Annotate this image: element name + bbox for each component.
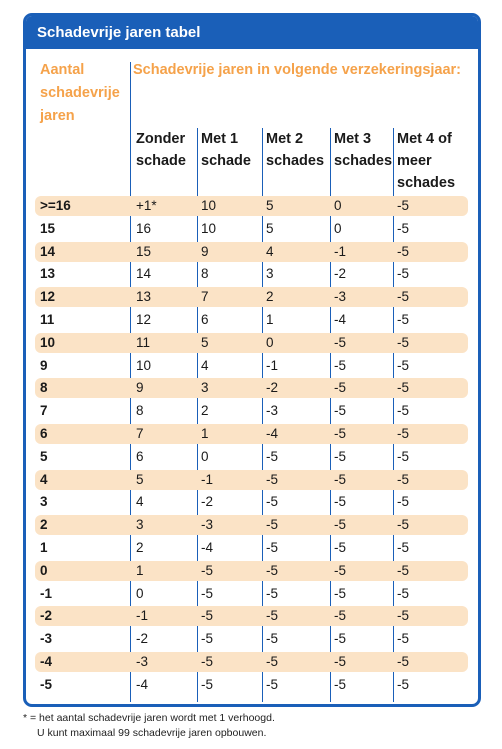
- table-cell: 0: [136, 585, 144, 601]
- table-cell: 7: [136, 426, 144, 441]
- table-cell: 9: [136, 380, 144, 396]
- table-row: [35, 584, 468, 604]
- table-cell: -5: [334, 357, 347, 373]
- row-label-cell: 2: [40, 517, 48, 533]
- table-cell: -5: [334, 540, 347, 555]
- table-cell: -5: [397, 585, 410, 601]
- table-cell: 1: [201, 426, 209, 441]
- table-cell: 0: [334, 220, 342, 236]
- row-label-cell: 10: [40, 334, 56, 350]
- table-cell: -5: [397, 357, 410, 373]
- table-cell: -5: [334, 562, 347, 578]
- table-cell: -3: [334, 289, 347, 305]
- table-cell: -1: [266, 357, 279, 373]
- table-cell: 5: [201, 334, 209, 350]
- column-header-2: Met 1 schade: [201, 131, 251, 169]
- table-cell: -5: [397, 380, 410, 396]
- row-label-cell: 5: [40, 448, 48, 464]
- table-cell: -4: [136, 676, 149, 692]
- table-row: [35, 242, 468, 262]
- table-row: [35, 652, 468, 672]
- table-row: [35, 196, 468, 216]
- table-cell: 7: [201, 289, 209, 305]
- table-cell: +1*: [136, 198, 157, 213]
- table-row: [35, 675, 468, 695]
- table-row: [35, 264, 468, 284]
- table-cell: -5: [334, 380, 347, 396]
- table-cell: -5: [397, 608, 410, 624]
- table-cell: 5: [266, 198, 274, 213]
- table-cell: 4: [266, 243, 274, 259]
- table-cell: 1: [136, 562, 144, 578]
- footnote-line-1: * = het aantal schadevrije jaren wordt met 1 verhoogd.: [23, 712, 275, 724]
- table-cell: 3: [266, 266, 274, 282]
- table-cell: 0: [266, 334, 274, 350]
- footnote: [23, 711, 275, 741]
- table-cell: -5: [397, 334, 410, 350]
- table-cell: 6: [136, 448, 144, 464]
- table-cell: -4: [201, 540, 214, 555]
- table-cell: 16: [136, 220, 152, 236]
- column-header-1: Zonder schade: [136, 131, 186, 169]
- table-cell: 9: [201, 243, 209, 259]
- table-cell: 4: [201, 357, 209, 373]
- row-label-cell: 12: [40, 289, 56, 305]
- table-cell: 13: [136, 289, 152, 305]
- table-cell: -1: [334, 243, 347, 259]
- table-cell: -5: [334, 471, 347, 487]
- table-cell: -1: [136, 608, 149, 624]
- table-cell: -5: [397, 562, 410, 578]
- table-cell: -5: [201, 676, 214, 692]
- table-cell: -5: [334, 585, 347, 601]
- column-header-4: Met 3 schades: [334, 131, 393, 169]
- table-cell: -2: [136, 631, 149, 647]
- row-label-cell: 15: [40, 220, 56, 236]
- table-row: [35, 424, 468, 444]
- row-label-cell: -1: [40, 585, 53, 601]
- row-label-cell: 8: [40, 380, 48, 396]
- table-cell: 11: [136, 334, 151, 350]
- table-row: [35, 447, 468, 467]
- table-cell: -5: [397, 631, 410, 647]
- header-volgende-verzekeringsjaar: Schadevrije jaren in volgende verzekeringsjaar:: [133, 62, 462, 78]
- table-row: [35, 606, 468, 626]
- table-cell: -5: [201, 631, 214, 647]
- table-cell: -4: [266, 426, 279, 441]
- table-cell: -5: [397, 676, 410, 692]
- table-cell: -5: [266, 608, 279, 624]
- table-cell: -5: [334, 676, 347, 692]
- table-cell: 0: [334, 198, 342, 213]
- table-cell: -5: [334, 631, 347, 647]
- table-cell: -2: [334, 266, 347, 282]
- row-label-cell: 7: [40, 403, 48, 419]
- table-cell: 4: [136, 494, 144, 510]
- table-cell: -5: [397, 220, 410, 236]
- row-label-cell: -2: [40, 608, 53, 624]
- table-cell: 14: [136, 266, 152, 282]
- row-label-cell: 14: [40, 243, 56, 259]
- table-cell: -5: [334, 426, 347, 441]
- table-title: Schadevrije jaren tabel: [26, 16, 478, 49]
- table-cell: 1: [266, 312, 274, 327]
- table-cell: 5: [266, 220, 274, 236]
- table-cell: -2: [266, 380, 279, 396]
- table-cell: -5: [397, 540, 410, 555]
- row-label-cell: >=16: [40, 198, 71, 213]
- table-cell: -5: [266, 562, 279, 578]
- table-cell: -3: [266, 403, 279, 419]
- header-aantal-schadevrije-jaren: Aantal schadevrije jaren: [40, 62, 120, 124]
- table-cell: -5: [266, 631, 279, 647]
- table-cell: -5: [397, 426, 410, 441]
- footnote-line-2: U kunt maximaal 99 schadevrije jaren opbouwen.: [37, 727, 267, 739]
- table-cell: -5: [397, 289, 410, 305]
- table-cell: 10: [136, 357, 152, 373]
- row-label-cell: 0: [40, 562, 48, 578]
- table-row: [35, 515, 468, 535]
- table-row: [35, 470, 468, 490]
- row-label-cell: 11: [40, 312, 55, 327]
- table-cell: -5: [201, 654, 214, 669]
- table-cell: 3: [136, 517, 144, 533]
- table-cell: -5: [334, 608, 347, 624]
- row-label-cell: -3: [40, 631, 53, 647]
- table-row: [35, 356, 468, 376]
- row-label-cell: 3: [40, 494, 48, 510]
- table-cell: -5: [266, 676, 279, 692]
- table-cell: -5: [397, 266, 410, 282]
- table-cell: -5: [334, 654, 347, 669]
- table-row: [35, 538, 468, 558]
- table-cell: -5: [266, 517, 279, 533]
- row-label-cell: 1: [40, 540, 48, 555]
- table-cell: -5: [266, 654, 279, 669]
- table-cell: 6: [201, 312, 209, 327]
- table-cell: -5: [397, 654, 410, 669]
- row-label-cell: -4: [40, 654, 53, 669]
- table-cell: 0: [201, 448, 209, 464]
- table-cell: -2: [201, 494, 214, 510]
- table-cell: -5: [397, 517, 410, 533]
- table-cell: -5: [334, 494, 347, 510]
- row-label-cell: 9: [40, 357, 48, 373]
- column-header-3: Met 2 schades: [266, 131, 325, 169]
- row-label-cell: 4: [40, 471, 48, 487]
- table-cell: -5: [397, 198, 410, 213]
- table-cell: -5: [201, 585, 214, 601]
- table-row: [35, 401, 468, 421]
- table-cell: -5: [334, 517, 347, 533]
- table-cell: 8: [136, 403, 144, 419]
- column-header-5: Met 4 of meer schades: [397, 131, 456, 191]
- table-row: [35, 629, 468, 649]
- table-cell: -5: [266, 494, 279, 510]
- table-cell: 8: [201, 266, 209, 282]
- table-row: [35, 561, 468, 581]
- table-row: [35, 492, 468, 512]
- row-label-cell: 13: [40, 266, 56, 282]
- table-cell: -5: [266, 585, 279, 601]
- table-cell: -5: [266, 471, 279, 487]
- table-cell: -5: [201, 608, 214, 624]
- table-cell: 15: [136, 243, 152, 259]
- row-label-cell: 6: [40, 426, 48, 441]
- table-cell: 12: [136, 312, 152, 327]
- table-cell: -5: [201, 562, 214, 578]
- table-cell: -4: [334, 312, 347, 327]
- table-cell: -5: [397, 312, 410, 327]
- table-cell: -5: [334, 448, 347, 464]
- table-cell: -3: [136, 654, 149, 669]
- table-row: [35, 287, 468, 307]
- table-cell: 10: [201, 198, 217, 213]
- schadevrije-jaren-card: [23, 13, 481, 707]
- row-label-cell: -5: [40, 676, 53, 692]
- table-row: [35, 310, 468, 330]
- table-cell: 10: [201, 220, 217, 236]
- table-cell: -5: [334, 334, 347, 350]
- table-cell: -5: [266, 448, 279, 464]
- table-cell: -5: [397, 403, 410, 419]
- table-cell: 2: [136, 540, 144, 555]
- table-cell: -3: [201, 517, 214, 533]
- table-cell: -1: [201, 471, 214, 487]
- table-row: [35, 333, 468, 353]
- table-cell: 3: [201, 380, 209, 396]
- table-cell: -5: [266, 540, 279, 555]
- table-cell: -5: [397, 243, 410, 259]
- table-cell: 2: [266, 289, 274, 305]
- table-cell: -5: [397, 471, 410, 487]
- table-cell: -5: [397, 494, 410, 510]
- table-row: [35, 219, 468, 239]
- table-cell: -5: [397, 448, 410, 464]
- table-row: [35, 378, 468, 398]
- table-cell: 2: [201, 403, 209, 419]
- table-cell: 5: [136, 471, 144, 487]
- table-cell: -5: [334, 403, 347, 419]
